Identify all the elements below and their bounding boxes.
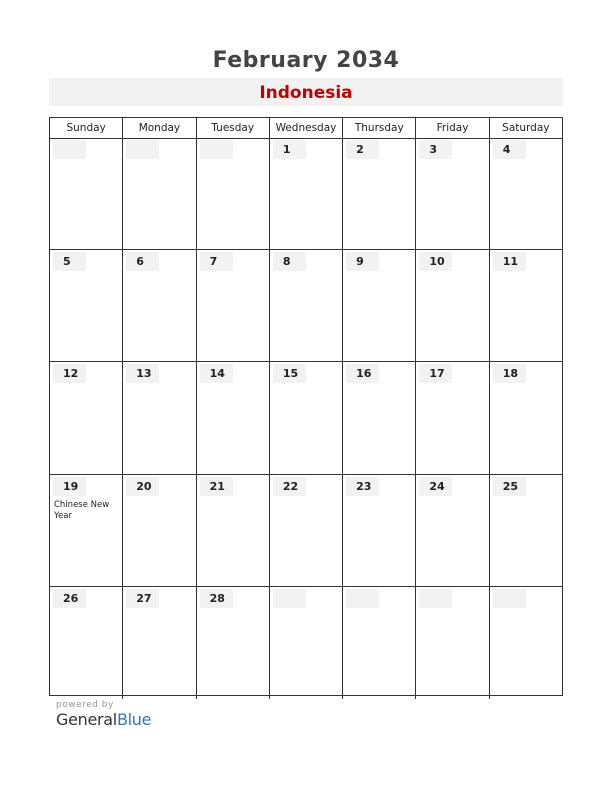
day-number: 10 <box>419 252 452 271</box>
empty-day-cell <box>490 587 562 699</box>
day-number: 1 <box>273 140 306 159</box>
week-row <box>50 250 562 362</box>
day-cell-21[interactable] <box>197 475 270 586</box>
day-number: 23 <box>346 477 379 496</box>
day-number: 2 <box>346 140 379 159</box>
day-cell-19[interactable] <box>50 475 123 586</box>
day-number <box>273 589 306 608</box>
holiday-label: Chinese New Year <box>54 499 110 521</box>
brand-blue: Blue <box>116 710 152 729</box>
day-cell-24[interactable] <box>416 475 489 586</box>
footer <box>56 700 151 729</box>
empty-day-cell <box>123 138 196 249</box>
day-cell-6[interactable] <box>123 250 196 361</box>
day-number <box>53 140 86 159</box>
day-cell-14[interactable] <box>197 362 270 473</box>
powered-by-text: powered by <box>56 700 114 710</box>
day-cell-11[interactable] <box>490 250 562 361</box>
day-cell-17[interactable] <box>416 362 489 473</box>
weekday-header <box>50 118 562 139</box>
day-number <box>493 589 526 608</box>
day-number: 13 <box>126 364 159 383</box>
weekday-friday: Friday <box>416 118 489 138</box>
day-cell-2[interactable] <box>343 138 416 249</box>
weekday-monday: Monday <box>123 118 196 138</box>
day-cell-8[interactable] <box>270 250 343 361</box>
weekday-thursday: Thursday <box>343 118 416 138</box>
empty-day-cell <box>416 587 489 699</box>
day-number: 19 <box>53 477 86 496</box>
calendar-grid <box>49 117 563 696</box>
day-number: 6 <box>126 252 159 271</box>
day-cell-26[interactable] <box>50 587 123 699</box>
day-cell-25[interactable] <box>490 475 562 586</box>
day-cell-13[interactable] <box>123 362 196 473</box>
day-cell-12[interactable] <box>50 362 123 473</box>
day-number: 20 <box>126 477 159 496</box>
week-row <box>50 587 562 699</box>
day-number <box>346 589 379 608</box>
day-cell-28[interactable] <box>197 587 270 699</box>
weekday-tuesday: Tuesday <box>197 118 270 138</box>
day-number <box>126 140 159 159</box>
day-number: 15 <box>273 364 306 383</box>
day-cell-5[interactable] <box>50 250 123 361</box>
country-name: Indonesia <box>259 83 353 103</box>
day-number: 12 <box>53 364 86 383</box>
day-number: 26 <box>53 589 86 608</box>
day-cell-18[interactable] <box>490 362 562 473</box>
empty-day-cell <box>197 138 270 249</box>
weekday-saturday: Saturday <box>502 122 550 134</box>
day-cell-3[interactable] <box>416 138 489 249</box>
weekday-wednesday: Wednesday <box>270 118 343 138</box>
empty-day-cell <box>343 587 416 699</box>
day-number: 5 <box>53 252 86 271</box>
day-cell-1[interactable] <box>270 138 343 249</box>
day-cell-16[interactable] <box>343 362 416 473</box>
day-number: 24 <box>419 477 452 496</box>
weekday-sunday: Sunday <box>50 118 123 138</box>
day-number: 27 <box>126 589 159 608</box>
country-banner <box>49 78 563 106</box>
day-cell-27[interactable] <box>123 587 196 699</box>
day-number: 25 <box>493 477 526 496</box>
day-number: 22 <box>273 477 306 496</box>
day-number: 8 <box>273 252 306 271</box>
calendar-weeks <box>50 138 562 695</box>
day-number: 17 <box>419 364 452 383</box>
day-number: 3 <box>419 140 452 159</box>
day-number: 9 <box>346 252 379 271</box>
brand-general: General <box>56 710 117 729</box>
week-row <box>50 362 562 474</box>
empty-day-cell <box>270 587 343 699</box>
day-number: 4 <box>493 140 526 159</box>
week-row <box>50 475 562 587</box>
day-cell-7[interactable] <box>197 250 270 361</box>
day-cell-22[interactable] <box>270 475 343 586</box>
day-number: 7 <box>200 252 233 271</box>
day-cell-15[interactable] <box>270 362 343 473</box>
day-number: 28 <box>200 589 233 608</box>
day-number: 14 <box>200 364 233 383</box>
day-cell-23[interactable] <box>343 475 416 586</box>
day-cell-10[interactable] <box>416 250 489 361</box>
day-cell-4[interactable] <box>490 138 562 249</box>
week-row <box>50 138 562 250</box>
day-number: 11 <box>493 252 526 271</box>
day-cell-20[interactable] <box>123 475 196 586</box>
day-number <box>419 589 452 608</box>
day-number: 16 <box>346 364 379 383</box>
page-title: February 2034 <box>212 48 400 73</box>
day-cell-9[interactable] <box>343 250 416 361</box>
day-number: 18 <box>493 364 526 383</box>
day-number <box>200 140 233 159</box>
empty-day-cell <box>50 138 123 249</box>
brand-logo[interactable] <box>56 710 151 729</box>
day-number: 21 <box>200 477 233 496</box>
